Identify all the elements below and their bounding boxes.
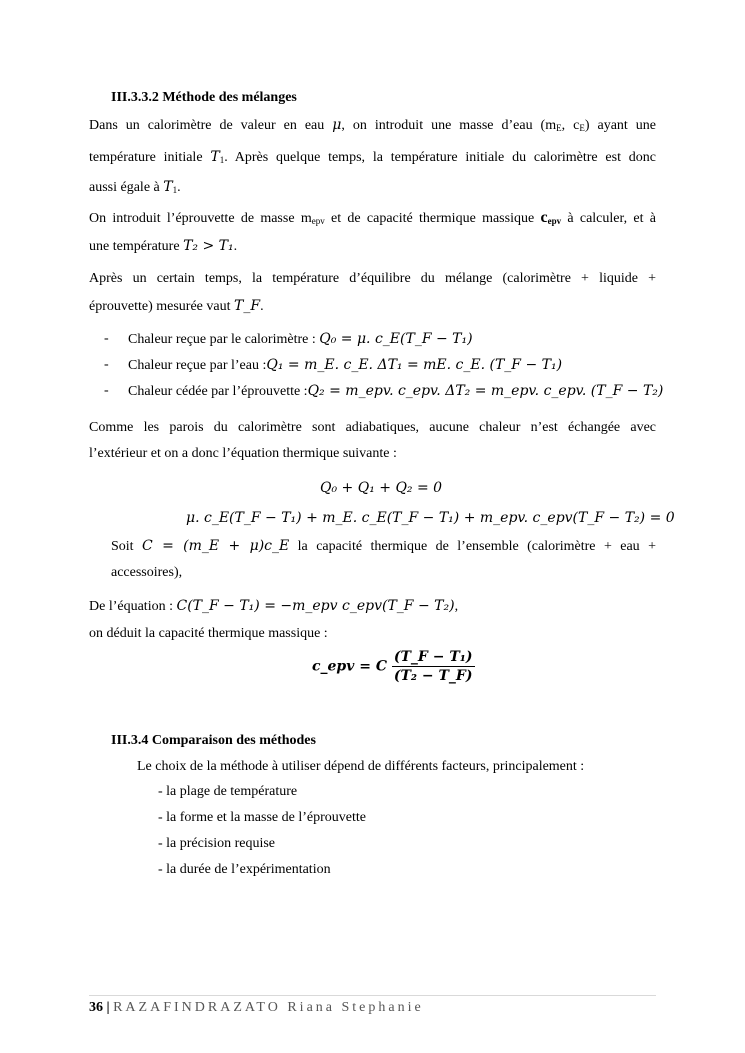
page-footer: [89, 1000, 424, 1016]
paragraph-equilibre-line1: Après un certain temps, la température d’équilibre du mélange (calorimètre + liquide +: [89, 271, 656, 286]
author-name: RAZAFINDRAZATO Riana Stephanie: [113, 1000, 424, 1015]
paragraph-eprouvette-line2: une température T₂ > T₁.: [89, 238, 238, 254]
paragraph-calorimeter-line1: Dans un calorimètre de valeur en eau μ, on introduit une masse d’eau ($m_E$, $c_E$) ayant une: [89, 117, 656, 133]
paragraph-calorimeter-line3: aussi égale à $T_1$.: [89, 179, 181, 195]
paragraph-adiabatique-line1: Comme les parois du calorimètre sont adiabatiques, aucune chaleur n’est échangée avec: [89, 420, 656, 435]
paragraph-calorimeter-line2: température initiale $T_1$. Après quelque temps, la température initiale du calorimètre est donc: [89, 149, 656, 165]
list-item: - la forme et la masse de l’éprouvette: [158, 810, 366, 825]
soit-line2: accessoires),: [111, 565, 183, 580]
list-item: - la précision requise: [158, 836, 276, 851]
comparison-intro: Le choix de la méthode à utiliser dépend de différents facteurs, principalement :: [137, 759, 585, 774]
final-formula: c_epv = C $\frac{\text{(T\_F − T₁)}}{\text{(T₂ − T\_F)}}$: [312, 649, 473, 684]
equation-expanded: μ. c_E(T_F − T₁) + m_E. c_E(T_F − T₁) + m_epv. c_epv(T_F − T₂) = 0: [186, 510, 675, 526]
footer-divider: [89, 995, 656, 996]
equation-sum-zero: Q₀ + Q₁ + Q₂ = 0: [320, 480, 443, 496]
footer-separator: |: [106, 1000, 110, 1015]
paragraph-equilibre-line2: éprouvette) mesurée vaut T_F.: [89, 298, 264, 314]
soit-line1: Soit C = (m_E + μ)c_E la capacité thermique de l’ensemble (calorimètre + eau +: [111, 538, 657, 554]
section-heading-3-4: III.3.4 Comparaison des méthodes: [111, 733, 316, 748]
page-number: 36: [89, 1000, 103, 1015]
list-item: - la durée de l’expérimentation: [158, 862, 331, 877]
equation-relation-line: De l’équation : C(T_F − T₁) = −m_epv c_epv(T_F − T₂),: [89, 598, 459, 614]
deduction-line: on déduit la capacité thermique massique :: [89, 626, 328, 641]
formula-fraction: $\frac{\text{(T\_F − T₁)}}{\text{(T₂ − T\_F)}}$: [393, 649, 473, 684]
section-heading-3-3-3-2: III.3.3.2 Méthode des mélanges: [111, 90, 297, 105]
paragraph-adiabatique-line2: l’extérieur et on a donc l’équation thermique suivante :: [89, 446, 397, 461]
list-item: - la plage de température: [158, 784, 298, 799]
paragraph-eprouvette-line1: On introduit l’éprouvette de masse $m_{epv}$ et de capacité thermique massique $c_{epv}$ à calculer, et à: [89, 209, 656, 226]
